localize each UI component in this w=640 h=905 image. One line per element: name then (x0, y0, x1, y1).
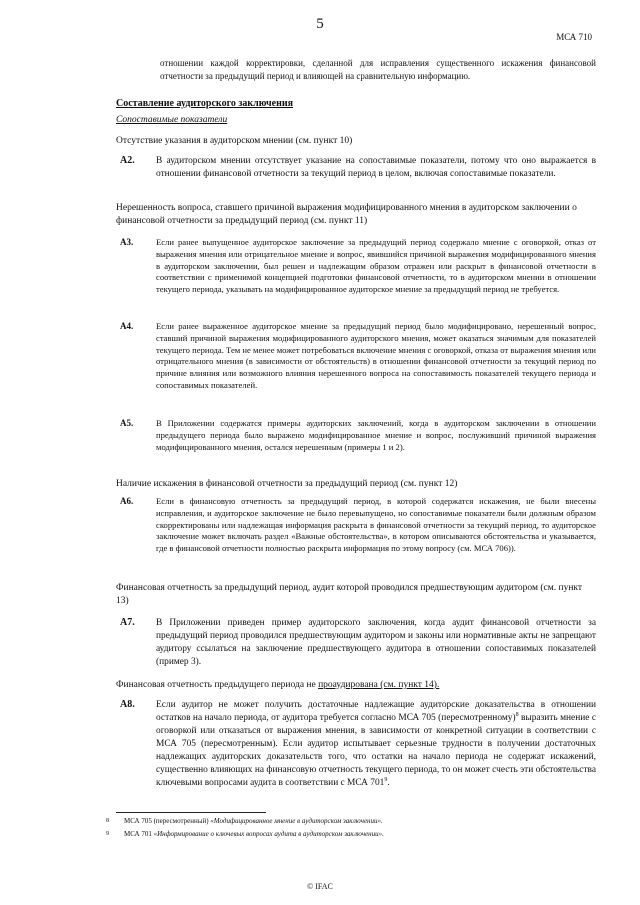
paragraph-label-a3: A3. (120, 237, 134, 247)
paragraph-a2: В аудиторском мнении отсутствует указание на сопоставимые показатели, потому что оно выражается в отношении финансовой отчетности за текущий период в целом, включая сопоставимые показатели. (156, 156, 596, 179)
page-number: 5 (316, 16, 324, 32)
footnote-9 (106, 829, 596, 839)
footnote-title: «Информирование о ключевых вопросах аудита в аудиторском заключении». (153, 830, 384, 838)
footnote-separator (116, 812, 266, 813)
footnote-mark: 8 (106, 818, 109, 824)
topic-heading-misstatement: Наличие искажения в финансовой отчетности за предыдущий период (см. пункт 12) (116, 479, 458, 489)
footnote-mark: 9 (106, 831, 109, 837)
footnote-reference-8[interactable]: 8 (515, 711, 519, 718)
paragraph-a8-part2: выразить мнение с оговоркой или отказаться от выражения мнения, в зависимости от конкретной ситуации в соответствии с МСА 705 (пересмотренным). Если аудитор испытывает серьезные трудности в получении достаточных надлежащих аудиторских доказательств того, что остатки на начало периода не содержат искажений, существенно влияющих на финансовую отчетность текущего периода, то он может счесть эти обстоятельства ключевыми вопросами аудита в соответствии с МСА 701 (156, 713, 597, 788)
topic-heading-underlined-text: проаудирована (см. пункт 14). (318, 680, 440, 690)
topic-heading-not-audited (116, 679, 596, 692)
paragraph-label-a7: A7. (120, 617, 135, 628)
paragraph-a4: Если ранее выраженное аудиторское мнение за предыдущий период было модифицировано, нерешенный вопрос, ставший причиной выражения модифицированного аудиторского мнения, может оказаться значимым для показателей текущего периода. Тем не менее может потребоваться включение мнения с оговоркой, отказа от выражения мнения или отрицательного мнения (в зависимости от обстоятельств) в отношении финансовой отчетности за текущий период по причине влияния или возможного влияния нерешенного вопроса на сопоставимость показателей текущего периода и сопоставимых показателей. (156, 321, 596, 390)
paragraph-a8-part3: . (387, 778, 390, 788)
topic-heading-unresolved-matter: Нерешенность вопроса, ставшего причиной выражения модифицированного мнения в аудиторском заключении о финансовой отчетности за предыдущий период (см. пункт 11) (116, 203, 577, 226)
paragraph-a7: В Приложении приведен пример аудиторского заключения, когда аудит финансовой отчетности за предыдущий период проводился предшествующим аудитором и законы или нормативные акты не запрещают аудитору ссылаться на заключение предшествующего аудитора в отношении сопоставимых показателей (пример 3). (156, 618, 596, 667)
topic-heading-no-reference: Отсутствие указания в аудиторском мнении (см. пункт 10) (116, 136, 353, 146)
subsection-heading: Сопоставимые показатели (116, 115, 228, 125)
paragraph-a8 (156, 699, 596, 790)
paragraph-label-a6: A6. (120, 496, 134, 506)
paragraph-a6: Если в финансовую отчетность за предыдущий период, в которой содержатся искажения, не были внесены исправления, и аудиторское заключение не было перевыпущено, но сопоставимые показатели были должным образом скорректированы или надлежащая информация раскрыта в финансовой отчетности за текущий период, то аудиторское заключение может включать раздел «Важные обстоятельства», в котором описываются обстоятельства и указывается, где в финансовой отчетности полностью раскрыта информация по этому вопросу (см. МСА 706)). (156, 496, 596, 554)
footnote-source: МСА 705 (пересмотренный) (124, 817, 211, 825)
topic-heading-predecessor-auditor: Финансовая отчетность за предыдущий период, аудит которой проводился предшествующим аудитором (см. пункт 13) (116, 583, 583, 606)
paragraph-a8-part1: Если аудитор не может получить достаточные надлежащие аудиторские доказательства в отношении остатков на начало периода, от аудитора требуется согласно МСА 705 (пересмотренному) (156, 700, 596, 723)
paragraph-label-a8: A8. (120, 699, 135, 710)
paragraph-label-a2: A2. (120, 155, 135, 166)
footnote-8 (106, 816, 596, 826)
footnote-reference-9[interactable]: 9 (384, 776, 388, 783)
topic-heading-text: Финансовая отчетность предыдущего периода не (116, 680, 319, 690)
section-heading: Составление аудиторского заключения (116, 98, 294, 109)
paragraph-label-a4: A4. (120, 321, 134, 331)
copyright-footer: © IFAC (307, 882, 333, 891)
footnote-source: МСА 701 (124, 830, 154, 838)
paragraph-label-a5: A5. (120, 418, 134, 428)
paragraph-a3: Если ранее выпущенное аудиторское заключение за предыдущий период содержало мнение с оговоркой, отказ от выражения мнения или отрицательное мнение и вопрос, явившийся причиной выражения модифицированного мнения в аудиторском заключении, был решен и надлежащим образом отражен или раскрыт в финансовой отчетности в соответствии с применимой концепцией подготовки финансовой отчетности, то в аудиторском мнении в отношении текущего периода, указывать на модифицированное аудиторское мнение за предыдущий период не требуется. (156, 237, 596, 295)
continued-paragraph: отношении каждой корректировки, сделанной для исправления существенного искажения финансовой отчетности за предыдущий период и влияющей на сравнительную информацию. (160, 58, 596, 81)
document-code: МСА 710 (556, 32, 592, 42)
paragraph-a5: В Приложении содержатся примеры аудиторских заключений, когда в аудиторском заключении в отношении предыдущего периода было выражено модифицированное мнение и вопрос, послуживший причиной выражения модифицированного мнения, остался нерешенным (примеры 1 и 2). (156, 418, 596, 452)
footnote-title: «Модифицированное мнение в аудиторском заключении». (210, 817, 383, 825)
